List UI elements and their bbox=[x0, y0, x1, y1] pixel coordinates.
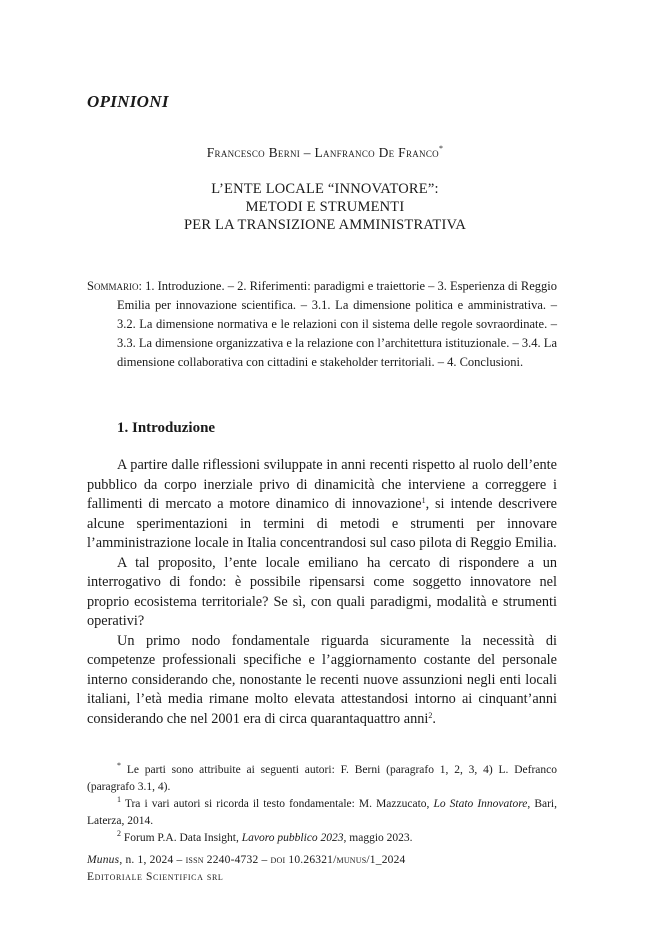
body-text bbox=[87, 456, 557, 729]
summary-block bbox=[87, 277, 557, 372]
footnote-text: Forum P.A. Data Insight, bbox=[121, 832, 242, 844]
footnote bbox=[87, 796, 557, 830]
footnote-title: Lo Stato Innovatore bbox=[433, 798, 528, 810]
footnote-title: Lavoro pubblico 2023 bbox=[241, 832, 344, 844]
authors-footnote-mark: * bbox=[438, 144, 444, 153]
paragraph-text: . bbox=[432, 710, 436, 727]
paragraph-text: , si intende descrivere alcune sperimentazioni in termini di metodi e strumenti per innovare l’amministrazione locale in Italia concentrandosi sul caso pilota di Reggio Emilia. bbox=[87, 496, 558, 551]
section-heading: 1. Introduzione bbox=[117, 420, 216, 436]
paragraph: A tal proposito, l’ente locale emiliano ha cercato di rispondere a un interrogativo di fondo: è possibile ripensarsi come soggetto innovatore nel proprio ecosistema territoriale? Se sì, con quali paradigmi, modalità e strumenti operativi? bbox=[87, 554, 557, 629]
footnote-mark: 1 bbox=[117, 795, 121, 804]
title-line: PER LA TRANSIZIONE AMMINISTRATIVA bbox=[184, 217, 466, 233]
paragraph-text: A partire dalle riflessioni sviluppate in anni recenti rispetto al ruolo dell’ente pubblico da corpo inerziale privo di dinamicità che interviene a correggere i fallimenti di mercato a motore dinamico di innovazione bbox=[87, 457, 557, 512]
summary-text: 1. Introduzione. – 2. Riferimenti: paradigmi e traiettorie – 3. Esperienza di Reggio Emilia per innovazione scientifica. – 3.1. La dimensione politica e amministrativa. – 3.2. La dimensione normativa e le relazioni con il sistema delle regole sovraordinate. – 3.3. La dimensione organizzativa e la relazione con l’architettura istituzionale. – 3.4. La dimensione collaborativa con cittadini e stakeholder territoriali. – 4. Conclusioni. bbox=[117, 279, 557, 369]
journal-name: Munus bbox=[87, 854, 120, 866]
journal-issn: issn 2240-4732 – doi 10.26321/munus/1_2024 bbox=[185, 854, 406, 866]
title-line: L’ENTE LOCALE “INNOVATORE”: bbox=[211, 181, 439, 197]
footnote-mark: 2 bbox=[117, 829, 121, 838]
footnote bbox=[87, 762, 557, 796]
paragraph bbox=[87, 456, 557, 554]
footnote-text: Le parti sono attribuite ai seguenti autori: F. Berni (paragrafo 1, 2, 3, 4) L. Defranco (paragrafo 3.1, 4). bbox=[87, 764, 557, 793]
footnote-text: , Bari, Laterza, 2014. bbox=[87, 798, 557, 827]
publisher: Editoriale Scientifica srl bbox=[87, 871, 224, 883]
title-line: METODI E STRUMENTI bbox=[245, 199, 405, 215]
authors-line bbox=[0, 144, 650, 161]
footnote-text: Tra i vari autori si ricorda il testo fondamentale: M. Mazzucato, bbox=[121, 798, 434, 810]
journal-issue: , n. 1, 2024 – bbox=[119, 854, 186, 866]
journal-citation bbox=[87, 852, 406, 869]
page-footer bbox=[87, 852, 406, 886]
footnotes bbox=[87, 762, 557, 847]
footnote-ref: 1 bbox=[421, 496, 426, 505]
authors-names: Francesco Berni – Lanfranco De Franco bbox=[206, 145, 439, 160]
footnote bbox=[87, 830, 557, 847]
article-title bbox=[0, 180, 650, 234]
footnote-mark: * bbox=[117, 761, 121, 770]
paragraph bbox=[87, 632, 557, 730]
footnote-text: , maggio 2023. bbox=[343, 832, 413, 844]
section-label: OPINIONI bbox=[87, 92, 169, 111]
summary-label: Sommario: bbox=[87, 279, 142, 293]
paragraph-text: Un primo nodo fondamentale riguarda sicuramente la necessità di competenze professionali specifiche e l’aggiornamento costante del personale interno considerando che, nonostante le recenti nuove assunzioni negli enti locali italiani, l’età media rimane molto elevata attestandosi intorno ai cinquant’anni considerando che nel 2001 era di circa quarantaquattro anni bbox=[87, 632, 557, 727]
footnote-ref: 2 bbox=[428, 710, 433, 720]
